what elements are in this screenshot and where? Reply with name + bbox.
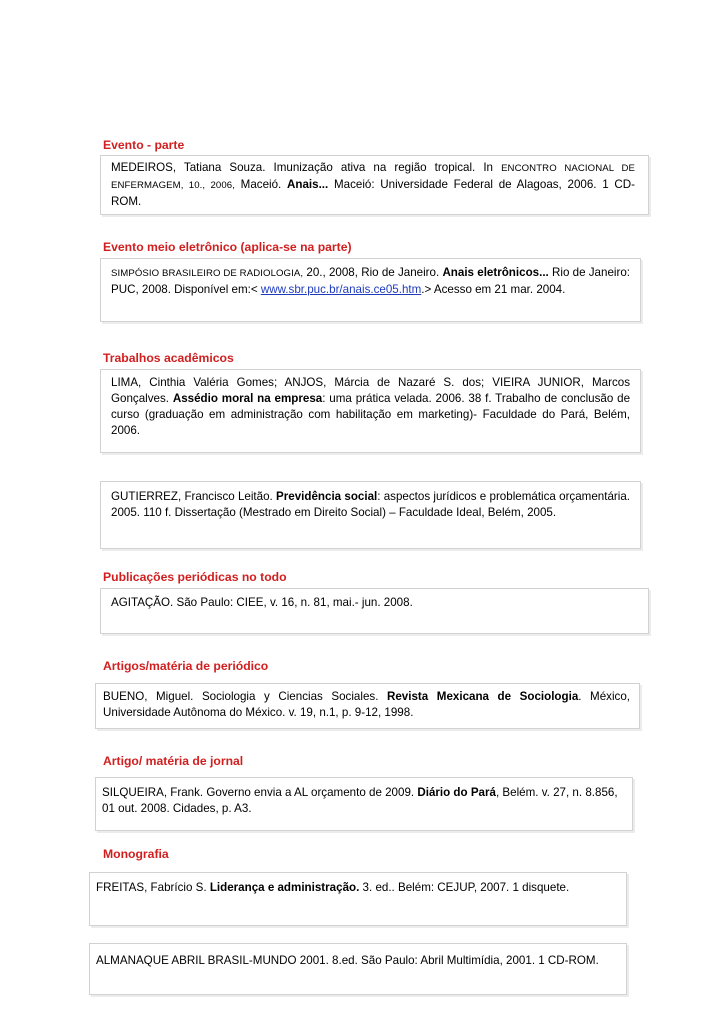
reference-evento-parte: MEDEIROS, Tatiana Souza. Imunização ativa na região tropical. In ENCONTRO NACIONAL DE ENFERMAGEM, 10., 2006, Maceió. Anais... Maceió: Universidade Federal de Alagoas, 2006. 1 CD-ROM. xyxy=(111,161,635,208)
reference-jornal: SILQUEIRA, Frank. Governo envia a AL orçamento de 2009. Diário do Pará, Belém. v. 27, n. 8.856, 01 out. 2008. Cidades, p. A3. xyxy=(102,786,618,815)
reference-monografia-freitas: FREITAS, Fabrício S. Liderança e administração. 3. ed.. Belém: CEJUP, 2007. 1 disquete. xyxy=(96,881,570,894)
heading-evento-parte: Evento - parte xyxy=(103,138,185,152)
heading-artigo-jornal: Artigo/ matéria de jornal xyxy=(103,754,244,768)
heading-trabalhos-academicos: Trabalhos acadêmicos xyxy=(103,351,234,365)
heading-artigos-periodico: Artigos/matéria de periódico xyxy=(103,659,269,673)
reference-monografia-almanaque: ALMANAQUE ABRIL BRASIL-MUNDO 2001. 8.ed. São Paulo: Abril Multimídia, 2001. 1 CD-ROM. xyxy=(96,954,599,967)
reference-box-monografia-almanaque xyxy=(89,943,627,995)
heading-monografia: Monografia xyxy=(103,847,169,861)
reference-periodicas: AGITAÇÃO. São Paulo: CIEE, v. 16, n. 81, mai.- jun. 2008. xyxy=(111,596,413,609)
reference-trabalho-gutierrez: GUTIERREZ, Francisco Leitão. Previdência social: aspectos jurídicos e problemática orçamentária. 2005. 110 f. Dissertação (Mestrado em Direito Social) – Faculdade Ideal, Belém, 2005. xyxy=(111,490,631,519)
heading-evento-eletronico: Evento meio eletrônico (aplica-se na parte) xyxy=(103,240,352,254)
reference-evento-eletronico: SIMPÓSIO BRASILEIRO DE RADIOLOGIA, 20., 2008, Rio de Janeiro. Anais eletrônicos... Rio de Janeiro: PUC, 2008. Disponível em:< www.sbr.puc.br/anais.ce05.htm.> Acesso em 21 mar. 2004. xyxy=(111,266,630,296)
reference-artigos: BUENO, Miguel. Sociologia y Ciencias Sociales. Revista Mexicana de Sociologia. México, Universidade Autônoma do México. v. 19, n.1, p. 9-12, 1998. xyxy=(103,690,630,719)
link-anais-url[interactable]: www.sbr.puc.br/anais.ce05.htm xyxy=(260,283,422,296)
heading-publicacoes-periodicas: Publicações periódicas no todo xyxy=(103,570,287,584)
reference-trabalho-lima: LIMA, Cinthia Valéria Gomes; ANJOS, Márcia de Nazaré S. dos; VIEIRA JUNIOR, Marcos Gonçalves. Assédio moral na empresa: uma prática velada. 2006. 38 f. Trabalho de conclusão de curso (graduação em administração com habilitação em marketing)- Faculdade do Pará, Belém, 2006. xyxy=(111,376,631,437)
